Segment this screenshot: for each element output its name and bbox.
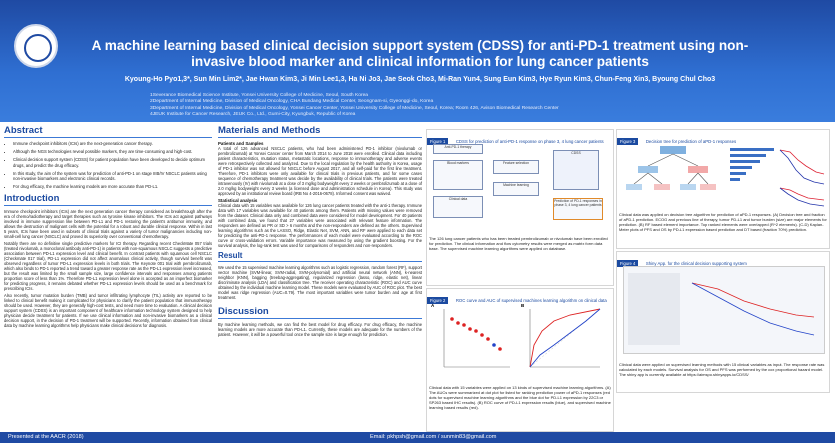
- roc-curve-plot: [530, 309, 600, 367]
- result-heading: Result: [218, 251, 422, 262]
- poster-footer: [0, 432, 835, 443]
- shiny-app-sidebar: [628, 273, 680, 345]
- abstract-bullet: • Although the NGS technologies reveal possible markers, they are time-consuming and high-cost.: [13, 149, 212, 154]
- affiliations: [150, 93, 710, 119]
- methods-paragraph: A total of 126 advanced NSCLC patients, who had been administered PD-1 inhibitor (nivolumab or pembrolizumab) at Yonsei Cancer center from March 2014 to June 2018 were enrolled. Clinical data including patient characteristics, mutation status, metastatic locations, response to immunotherapy and adverse events were retrospectively collected and analyzed. Due to the local regulation by the health authority in Korea, usage of PD-1 inhibitor was not allowed for NSCLC before August 2017, and all self-paid for the first line treatment. Therefore, PD-1 inhibitors were only available for clinical trials in previous patients, and for some cases sequence of chemotherapy treatment was decide by the availability of clinical trials. The patients were treated intravenously (IV) with nivolumab at a dose of 3 mg/kg bodyweight every 2 weeks or pembrolizumab at a dose of 2.0 mg/kg bodyweight every 3 weeks (a licensed dose and administration schedule in Korea). This study was approved by an institutional review board (IRB No 4-2016-0678). Informed consent was waived.: [218, 146, 422, 196]
- figure-1-tag: Figure 1: [427, 138, 448, 145]
- panel-label: B: [521, 303, 525, 308]
- figure-1: [426, 129, 614, 286]
- importance-bars: [730, 148, 774, 181]
- abstract-bullet: • Immune checkpoint inhibitors (ICIs) are the next-generation cancer therapy.: [13, 141, 212, 146]
- intro-paragraph: Notably there are no definitive single predictive markers for ICI therapy. Regarding recent CheckMate 057 trials (treated nivolumab, a monoclonal antibody anti-PD-1) in patients with non-squamous NSCLC suggests a predictive association between PD-L1 expression level and clinical benefit. In contrast patients with squamous cell NSCLC (Checkmate 017 trial), PD-L1 expression did not affect anomalous clinical activity, though survival benefit was observed regardless of tumor PD-L1 expression levels in both trials. The Keynote 001 trial with pembrolizumab, which also binds to PD-1 reported a trend toward a greater response rate as the PD-L1 expression level increased, but the result was limited by the small sample size, large confidence intervals and responses among patients proportion score of less than 1%. Therefore PD-L1 expression level alone is accepted as an imperfect biomarker for predicting progress, it remains debated whether PD-L1 expression levels should be used as a benchmark for prescribing ICIs.: [4, 241, 212, 292]
- figure-3: [616, 129, 830, 249]
- figure-4-tag: Figure 4: [617, 260, 638, 267]
- figure-2-graphic: [430, 305, 610, 375]
- intro-paragraph: Immune checkpoint inhibitors (ICIs) are the next generation cancer therapy considered as breakthrough after the era of chemo/radiotherapy and target therapies such as tyrosine kinase inhibitors. The ICIs act against pathways involved in immune suppression like between PD-L1 and PD-1 restoring the patient's antitumor immunity, and allows the destruction of malignant cells with the potential for a robust and durable clinical response. Within in last 5 years, ICIs have been used in subsets of clinical trials against a variety of tumor malignancies including non-small-cell lung cancer (NSCLC) and proved its superiority over conventional chemotherapy.: [4, 209, 212, 240]
- shiny-app-plot: [688, 275, 818, 345]
- column-left: [4, 125, 212, 330]
- shiny-app-screenshot: [623, 266, 825, 354]
- figure-3-tag: Figure 3: [617, 138, 638, 145]
- result-paragraph: We used the 15 supervised machine learning algorithms such as logistic regression, random forest (RF), support vector machine (SVM-linear, SVM-radial, SVM-polynomial) and artificial neural network (ANN), k-nearest neighbor (KNN), bagging (treebag-aggregating), regularized regression (lasso, ridge, elastic net), linear discriminate analysis (LDA) and classification tree. The receiver operating characteristic (ROC) and AUC curve obtained by the individual machine learning model. These models were evaluated by AUC of ROC plot. The best model was ridge regression (AUC=0.79). The most important variables were tumor burden and age at first treatment.: [218, 265, 422, 300]
- panel-label: A: [431, 303, 435, 308]
- methods-subheading: Patients and Samples: [218, 141, 264, 146]
- figure-2-title: ROC curve and AUC of supervised machines learning algorithm on clinical data: [455, 298, 607, 303]
- footer-email: Email: pkhpsh@gmail.com / sunmin83@gmail.com: [370, 434, 497, 440]
- abstract-bullet: • Clinical decision support system (CDSS) for patient population have been developed to decide optimum drugs, and predict the drug efficacy.: [13, 157, 212, 167]
- abstract-list: [4, 141, 212, 189]
- figure-2-caption: Clinical data with 15 variables were applied on 13 kinds of supervised machine learning algorithms. (A) The AUCs were summarized at dot plot for listed for ranking prediction power of aPD-1 responses (red dots for supervised machine learning algorithms and the blue dot for PD-L1 expression by 22C3 or SP263 based IHC results). (B) ROC curve of PD-L1 expression results (blue), and supervised machine learning based results (red).: [429, 385, 611, 410]
- survival-curves: [780, 150, 824, 206]
- discussion-heading: Discussion: [218, 306, 422, 319]
- poster-header: [0, 0, 835, 122]
- affiliation-4: 4JEUK Institute for Cancer Research, JEUK Co., Ltd., Gumi-City, Kyungbuk, Republic of Korea: [150, 112, 356, 118]
- figure-2: [426, 288, 614, 432]
- abstract-bullet: • For drug efficacy, the machine learning models are more accurate than PD-L1.: [13, 184, 212, 189]
- flow-box: Blood markers: [433, 160, 483, 190]
- methods-heading: Materials and Methods: [218, 125, 422, 138]
- figure-3-graphic: [620, 142, 826, 210]
- figure-3-title: Decision tree for prediction of aPD-1 responses: [645, 139, 737, 144]
- discussion-paragraph: By machine learning methods, we can find the best model for drug efficacy. For drug efficacy, the machine learning models are more accurate than PD-L1. Currently, these models are adequate for the numbers of the patient. However, it will be a powerful tool once the sample size is large enough for prediction.: [218, 322, 422, 337]
- poster-title: A machine learning based clinical decision support system (CDSS) for anti-PD-1 treatment using non-invasive blood marker and clinical information for lung cancer patients: [91, 38, 749, 69]
- figure-1-caption: The 126 lung cancer patients who has been treated pembrolizumab or nivolumab have been enrolled for prediction. The clinical information and flow cytometry results were merged as matrix form data base. The supervised machine learning algorithms were applied on database.: [429, 236, 608, 251]
- affiliation-1: 1Severance Biomedical Science Institute, Yonsei University College of Medicine, Seoul, South Korea: [150, 93, 369, 98]
- methods-subheading: Statistical analysis: [218, 198, 258, 203]
- decision-tree-diagram: [626, 146, 716, 190]
- figure-2-tag: Figure 2: [427, 297, 448, 304]
- intro-paragraph: Also recently, tumor mutation burden (TMB) and tumor infiltrating lymphocyte (TIL) activity are reported to be linked to clinical benefit making it complicated for physicians to clarify the patient population that immunotherapy should be used. However, they are generally high-cost tests, and need more time to evaluation. A clinical decision support system (CDSS) is an important component of healthcare information technology system designed to help physician decide treatment for patients. If we use clinical information and non-invasive biomarkers as a clinical decision support, in the decision of PD-1 treatment will be supported. Recently, information obtained from clinical data by machine learning algorithms help physicians make clinical decisions for diagnosis.: [4, 293, 212, 329]
- figure-4-caption: Clinical data were applied on supervised learning methods with 15 clinical variables as input. The response rate was calculated by each models. Survival analysis for OS and PFS was performed by the cox proportional hazard model. The shiny app is currently available at https://aimspo.shinyapps.io/CDSS/: [619, 362, 825, 377]
- flow-box: Machine learning: [493, 182, 539, 196]
- auc-dot-plot: [444, 309, 510, 367]
- figure-4-title: Shiny App. for the clinical decision supporting system: [645, 261, 747, 266]
- author-list: Kyoung-Ho Pyo1,3*, Sun Min Lim2*, Jae Hwan Kim3, Ji Min Lee1,3, Ha Ni Jo3, Jae Seok Cho3, Mi-Ran Yun4, Sung Eun Kim3, Hye Ryun Kim3, Chun-Feng Xin3, Byoung Chul Cho3: [124, 76, 716, 83]
- flow-box: Feature selection: [493, 160, 539, 174]
- column-middle: [218, 125, 422, 339]
- column-figures: [426, 125, 834, 430]
- flow-box: Anti-PD-1 therapy: [433, 144, 483, 154]
- flow-box: Prediction of PD-1 responses in phase 3, 4 lung cancer patients: [553, 198, 603, 220]
- flow-box: Clinical data: [433, 196, 483, 218]
- affiliation-2: 2Department of Internal Medicine, Division of Medical Oncology, CHA Bundang Medical Center, Seongnam-si, Gyeonggi-do, Korea: [150, 99, 434, 105]
- flow-box: CDSS: [553, 150, 599, 190]
- university-logo: [14, 24, 58, 68]
- introduction-heading: Introduction: [4, 193, 212, 206]
- figure-4: [616, 251, 830, 393]
- methods-paragraph: Clinical data with 15 variables was available for 126 lung cancer patients treated with the anti-1 therapy. Immune data with 17 variables was available for 40 patients among them. Patients with missing values were removed from the dataset. Clinical data only and combined data were considered for model development. For 40 patients with combined data, we found that 27 variables were associated with relevant feature information. The responders are defined as PR or SD > 6 months and the non-responders are defined as the others. Supervised learning algorithms such as the LASSO, Ridge, Elastic Net, SVM, ANN, and RF were applied to each data set for predicting the anti-PD-1 response. The performances of each model were evaluated according to the ROC curve or cross-validation errors. Variable importance was measured by using the gradient boosting. For the survival analysis, the log-rank test was used for comparisons of responders and non-responders.: [218, 203, 422, 248]
- figure-3-caption: Clinical data was applied on decision tree algorithm for prediction of aPD-1 responses. (A) Decision tree and fraction of aPD-1 prediction. ECOG and previous line of therapy, tumor PD-L1 and tumor burden (size) are major elements for prediction. (B) RF based element importance. Top ranked elements were overlapped (R^2 elements). (C-D) Kaplan-Meier plots of PFS and OS by PD-L1 expression based prediction and DT based (fraction 70%) prediction.: [619, 212, 827, 232]
- abstract-bullet: • In this study, the aim of the system was for prediction of anti-PD-1 on stage IIIB/IV NSCLC patients using non-invasive biomarkers and electronic clinical records.: [13, 171, 212, 181]
- affiliation-3: 3Department of Internal Medicine, Division of Medical Oncology, Yonsei Cancer Center, Yonsei University College of Medicine, Seoul, Korea; Room 426, Avison Biomedical Research Center: [150, 105, 559, 111]
- figure-1-title: CDSS for prediction of anti-PD-1 response on phase 3, 4 lung cancer patients: [455, 139, 604, 144]
- abstract-heading: Abstract: [4, 125, 212, 138]
- footer-presented: Presented at the AACR (2018): [8, 434, 84, 440]
